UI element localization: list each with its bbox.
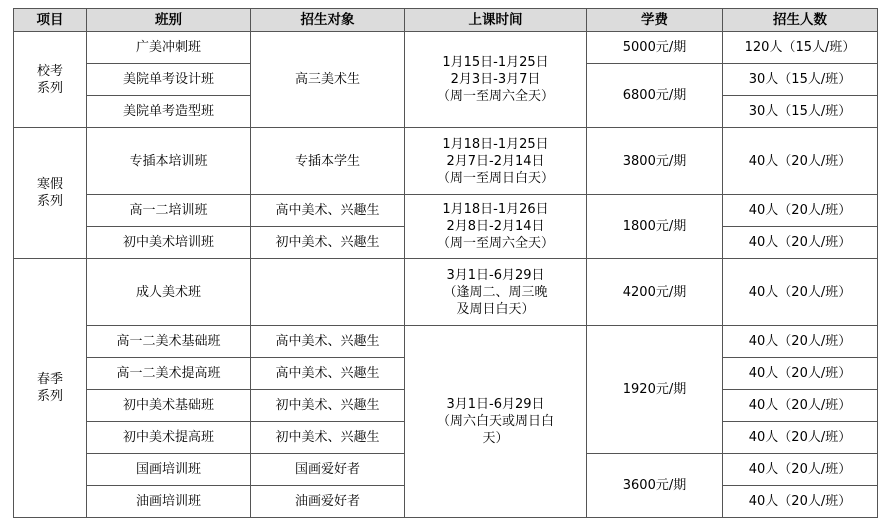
fee: 3800元/期 xyxy=(587,128,723,195)
enroll-count: 40人（20人/班） xyxy=(723,227,878,259)
enroll-count: 30人（15人/班） xyxy=(723,96,878,128)
enroll-count: 40人（20人/班） xyxy=(723,195,878,227)
target-students: 专插本学生 xyxy=(251,128,405,195)
class-name: 专插本培训班 xyxy=(87,128,251,195)
schedule: 1月18日-1月25日 2月7日-2月14日 （周一至周日白天） xyxy=(405,128,587,195)
fee: 1920元/期 xyxy=(587,326,723,454)
enroll-count: 40人（20人/班） xyxy=(723,259,878,326)
enroll-count: 40人（20人/班） xyxy=(723,422,878,454)
schedule: 3月1日-6月29日 （逢周二、周三晚 及周日白天） xyxy=(405,259,587,326)
fee: 3600元/期 xyxy=(587,454,723,518)
enroll-count: 40人（20人/班） xyxy=(723,454,878,486)
target-students: 高三美术生 xyxy=(251,32,405,128)
class-name: 成人美术班 xyxy=(87,259,251,326)
class-name: 美院单考设计班 xyxy=(87,64,251,96)
class-name: 高一二美术基础班 xyxy=(87,326,251,358)
fee: 6800元/期 xyxy=(587,64,723,128)
class-name: 广美冲刺班 xyxy=(87,32,251,64)
target-students: 初中美术、兴趣生 xyxy=(251,227,405,259)
header-target: 招生对象 xyxy=(251,9,405,32)
group-label: 寒假 系列 xyxy=(14,128,87,259)
table-row xyxy=(14,128,878,195)
fee: 1800元/期 xyxy=(587,195,723,259)
target-students xyxy=(251,259,405,326)
enroll-count: 40人（20人/班） xyxy=(723,486,878,518)
target-students: 国画爱好者 xyxy=(251,454,405,486)
class-name: 美院单考造型班 xyxy=(87,96,251,128)
group-label: 春季 系列 xyxy=(14,259,87,518)
enroll-count: 40人（20人/班） xyxy=(723,358,878,390)
schedule: 1月18日-1月26日 2月8日-2月14日 （周一至周六全天） xyxy=(405,195,587,259)
target-students: 初中美术、兴趣生 xyxy=(251,390,405,422)
target-students: 油画爱好者 xyxy=(251,486,405,518)
fee: 5000元/期 xyxy=(587,32,723,64)
table-row xyxy=(14,259,878,326)
class-name: 国画培训班 xyxy=(87,454,251,486)
enroll-count: 40人（20人/班） xyxy=(723,390,878,422)
header-fee: 学费 xyxy=(587,9,723,32)
class-name: 初中美术培训班 xyxy=(87,227,251,259)
group-label: 校考 系列 xyxy=(14,32,87,128)
schedule: 1月15日-1月25日 2月3日-3月7日 （周一至周六全天） xyxy=(405,32,587,128)
target-students: 初中美术、兴趣生 xyxy=(251,422,405,454)
target-students: 高中美术、兴趣生 xyxy=(251,195,405,227)
header-project: 项目 xyxy=(14,9,87,32)
class-name: 高一二美术提高班 xyxy=(87,358,251,390)
enroll-count: 120人（15人/班） xyxy=(723,32,878,64)
class-name: 初中美术基础班 xyxy=(87,390,251,422)
class-name: 油画培训班 xyxy=(87,486,251,518)
target-students: 高中美术、兴趣生 xyxy=(251,358,405,390)
target-students: 高中美术、兴趣生 xyxy=(251,326,405,358)
enroll-count: 40人（20人/班） xyxy=(723,326,878,358)
header-row xyxy=(14,9,878,32)
enroll-count: 40人（20人/班） xyxy=(723,128,878,195)
schedule: 3月1日-6月29日 （周六白天或周日白 天） xyxy=(405,326,587,518)
table-row xyxy=(14,195,878,227)
table-row xyxy=(14,326,878,358)
class-name: 高一二培训班 xyxy=(87,195,251,227)
enroll-count: 30人（15人/班） xyxy=(723,64,878,96)
table-row xyxy=(14,32,878,64)
class-name: 初中美术提高班 xyxy=(87,422,251,454)
header-class: 班别 xyxy=(87,9,251,32)
header-time: 上课时间 xyxy=(405,9,587,32)
header-count: 招生人数 xyxy=(723,9,878,32)
enrollment-table xyxy=(13,8,878,518)
fee: 4200元/期 xyxy=(587,259,723,326)
